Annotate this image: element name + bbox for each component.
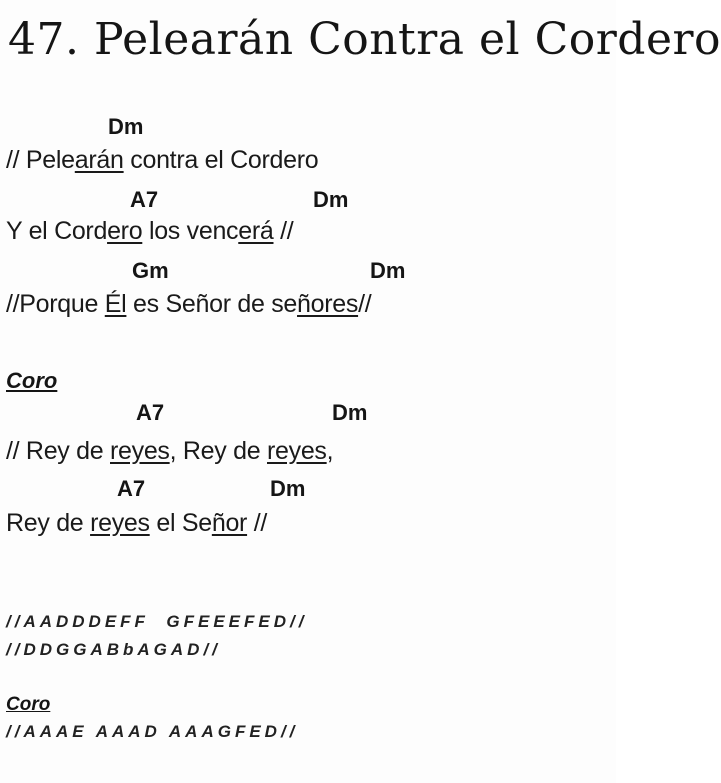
lyric-fragment-underlined: Él bbox=[104, 290, 127, 318]
verse-line-2 bbox=[6, 217, 293, 246]
verse-line-1 bbox=[6, 146, 318, 175]
melody-line-3: //AAAE AAAD AAAGFED// bbox=[6, 722, 299, 741]
chord-verse-4: Gm bbox=[132, 258, 169, 283]
chord-chorus-3: A7 bbox=[117, 476, 146, 501]
lyric-fragment-underlined: reyes bbox=[267, 437, 327, 465]
lyric-fragment-underlined: erá bbox=[238, 217, 274, 245]
chord-chorus-1: A7 bbox=[136, 400, 165, 425]
lyric-fragment: // bbox=[358, 290, 372, 318]
chord-verse-2: A7 bbox=[130, 187, 159, 212]
melody-line-1: //AADDDEFF GFEEEFED// bbox=[6, 612, 308, 631]
lyric-fragment: los venc bbox=[142, 217, 239, 245]
chord-verse-3: Dm bbox=[313, 187, 349, 212]
lyric-fragment-underlined: ñores bbox=[297, 290, 359, 318]
chord-chorus-2: Dm bbox=[332, 400, 368, 425]
chorus-line-1 bbox=[6, 437, 333, 466]
lyric-fragment-underlined: reyes bbox=[110, 437, 170, 465]
lyric-fragment: , Rey de bbox=[169, 437, 267, 465]
chord-chorus-4: Dm bbox=[270, 476, 306, 501]
lyric-fragment: // bbox=[247, 509, 268, 537]
lyric-fragment: contra el Cordero bbox=[123, 146, 319, 174]
melody-chorus-label: Coro bbox=[6, 694, 51, 715]
song-title: 47. Pelearán Contra el Cordero bbox=[8, 14, 721, 65]
chorus-line-2 bbox=[6, 509, 267, 538]
chorus-label: Coro bbox=[6, 368, 58, 393]
lyric-fragment: Rey de bbox=[6, 509, 91, 537]
lyric-fragment: el Se bbox=[149, 509, 212, 537]
lyric-fragment: Y el Cord bbox=[6, 217, 108, 245]
chord-verse-1: Dm bbox=[108, 114, 144, 139]
verse-line-3 bbox=[6, 290, 371, 319]
lyric-fragment: // bbox=[273, 217, 294, 245]
lyric-fragment: //Porque bbox=[6, 290, 105, 318]
lyric-fragment-underlined: ero bbox=[107, 217, 143, 245]
melody-line-2: //DDGGABbAGAD// bbox=[6, 640, 221, 659]
lyric-fragment-underlined: ñor bbox=[211, 509, 248, 537]
chord-verse-5: Dm bbox=[370, 258, 406, 283]
lyric-fragment: // Rey de bbox=[6, 437, 110, 465]
lyric-fragment-underlined: arán bbox=[74, 146, 124, 174]
lyric-fragment: , bbox=[326, 437, 334, 465]
lyric-fragment-underlined: reyes bbox=[90, 509, 150, 537]
lyric-fragment: es Señor de se bbox=[126, 290, 298, 318]
lyric-fragment: // Pele bbox=[6, 146, 75, 174]
